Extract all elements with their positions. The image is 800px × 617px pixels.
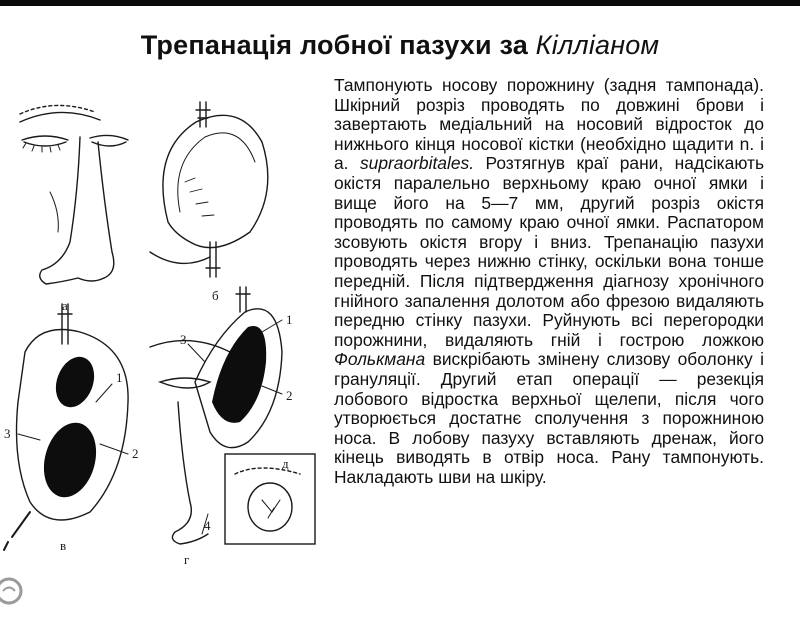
panel-b-sinus	[150, 102, 268, 277]
panel-d-inset	[225, 454, 315, 544]
slide-title	[0, 30, 800, 61]
text-volkmann: Фолькмана	[334, 349, 426, 370]
panel-label-d: д	[282, 456, 289, 471]
corner-cue-icon	[0, 576, 24, 606]
callout-v-1: 1	[116, 370, 123, 385]
text-supraorbitales: supraorbitales.	[359, 153, 475, 174]
panel-label-g: г	[184, 552, 190, 567]
panel-label-a: а	[62, 298, 68, 313]
panel-label-v: в	[60, 538, 67, 553]
text-part-3: вискрібають змінену слизову оболонку і грануляції. Другий етап операції — резекція лобового відростка верхньої щелепи, після чого утворюється достатнє сполучення з порожниною носа. В лобову пазуху вставляють дренаж, його кінець виводять в отвір носа. Рану тампонують. Накладають шви на шкіру.	[334, 349, 764, 487]
callout-v-3: 3	[4, 426, 11, 441]
callout-g-2: 2	[286, 388, 293, 403]
panel-g-eye	[150, 287, 282, 544]
callout-g-3: 3	[180, 332, 187, 347]
surgical-illustration	[0, 82, 328, 582]
title-main: Трепанація лобної пазухи за	[140, 30, 536, 60]
title-surgeon-name: Кілліаном	[535, 30, 660, 60]
callout-v-2: 2	[132, 446, 139, 461]
callout-g-1: 1	[286, 312, 293, 327]
sinus-cavity-lower	[36, 417, 104, 503]
panel-label-b: б	[212, 288, 219, 303]
top-status-bar	[0, 0, 800, 6]
panel-a-face	[20, 105, 128, 284]
callout-g-4: 4	[204, 518, 211, 533]
sinus-cavity-opened	[212, 326, 266, 423]
text-part-2: Розтягнув краї рани, надсікають окістя паралельно верхньому краю очної ямки і вище його на 5—7 мм, другий розріз окістя проводять по самому краю очної ямки. Распатором зсовують окістя вгору і вниз. Трепанацію пазухи проводять через нижню стінку, оскільки вона тонше передній. Після підтвердження діагнозу хронічного гнійного запалення долотом або фрезою видаляють передню стінку пазухи. Руйнують всі перегородки порожнини, видаляють гній і гострою ложкою	[334, 153, 765, 350]
text-part-1: Тампонують носову порожнину (задня тампонада). Шкірний розріз проводять по довжині брови і завертають медіальний на носовий відросток до нижнього кінця носової кістки (необхідно щадити n. і a.	[334, 75, 764, 174]
procedure-description	[334, 76, 764, 487]
sinus-cavity-upper	[49, 351, 101, 412]
